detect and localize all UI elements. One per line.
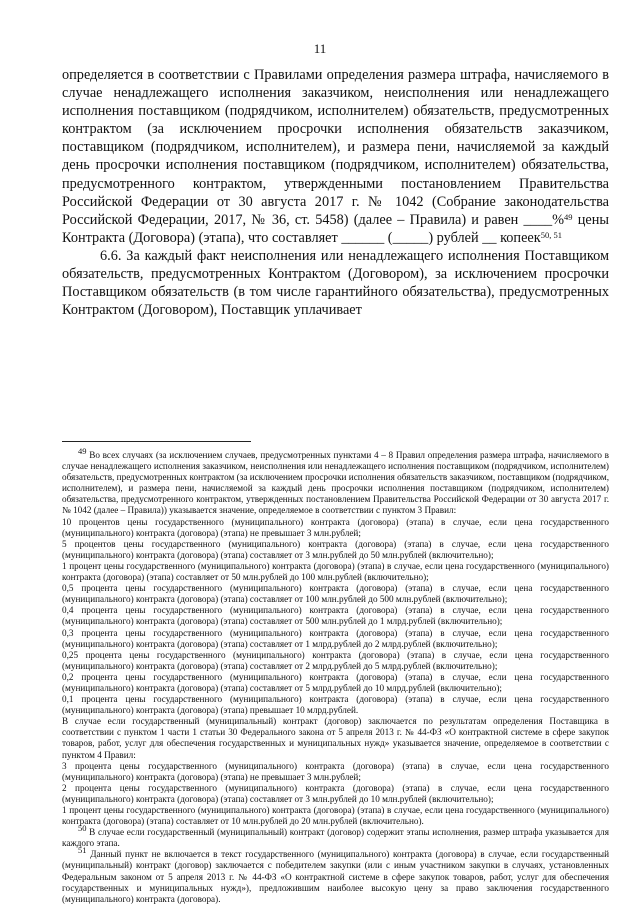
paragraph-text-cont: цены Контракта (Договора) (этапа), что составляет ______ (_____) рублей __ копеек xyxy=(62,211,610,246)
footnotes xyxy=(62,446,609,905)
point-4-intro: В случае если государственный (муниципальный) контракт (договор) заключается по результатам определения Поставщика в соответствии с пунктом 1 части 1 статьи 30 Федерального закона от 5 апреля 2013 г. № 44-ФЗ «О контрактной системе в сфере закупок товаров, работ, услуг для обеспечения государственных и муниципальных нужд» указывается значение, определяемое в соответствии с пунктом 4 Правил: xyxy=(62,716,609,760)
paragraph-6-6: 6.6. За каждый факт неисполнения или ненадлежащего исполнения Поставщиком обязательств, предусмотренных Контрактом (Договором), за исключением просрочки Поставщиком обязательств (в том числе гарантийного обязательства), предусмотренных Контрактом (Договором), Поставщик уплачивает xyxy=(62,247,609,319)
footnote-mark: 50 xyxy=(78,823,87,834)
footnote-mark: 49 xyxy=(78,446,87,456)
footnote-separator xyxy=(62,441,251,442)
rate-item: 1 процент цены государственного (муниципального) контракта (договора) (этапа) в случае, если цена государственного (муниципального) контракта (договора) (этапа) составляет от 10 млн.рублей до 20 млн.рублей (включительно). xyxy=(62,805,609,827)
rate-item: 0,5 процента цены государственного (муниципального) контракта (договора) (этапа) в случае, если цена государственного (муниципального) контракта (договора) (этапа) составляет от 100 млн.рублей до 500 млн.рублей (включительно); xyxy=(62,583,609,605)
rate-item: 10 процентов цены государственного (муниципального) контракта (договора) (этапа) в случае, если цена государственного (муниципального) контракта (договора) (этапа) не превышает 3 млн.рублей; xyxy=(62,516,609,538)
paragraph-penalty-continuation xyxy=(62,66,609,247)
footnote-50 xyxy=(62,823,609,849)
rate-item: 0,1 процента цены государственного (муниципального) контракта (договора) (этапа) в случае, если цена государственного (муниципального) контракта (договора) (этапа) превышает 10 млрд.рублей. xyxy=(62,694,609,716)
rate-item: 1 процент цены государственного (муниципального) контракта (договора) (этапа) в случае, если цена государственного (муниципального) контракта (договора) (этапа) составляет от 50 млн.рублей до 100 млн.рублей (включительно); xyxy=(62,560,609,583)
page-number: 11 xyxy=(313,41,327,56)
rate-item: 0,2 процента цены государственного (муниципального) контракта (договора) (этапа) в случае, если цена государственного (муниципального) контракта (договора) (этапа) составляет от 5 млрд.рублей до 10 млрд.рублей (включительно); xyxy=(62,671,609,693)
footnote-ref-49: 49 xyxy=(564,211,573,222)
footnote-51 xyxy=(62,845,609,904)
rate-item: 5 процентов цены государственного (муниципального) контракта (договора) (этапа) в случае, если цена государственного (муниципального) контракта (договора) (этапа) составляет от 3 млн.рублей до 50 млн.рублей (включительно); xyxy=(62,538,609,560)
footnote-text: Данный пункт не включается в текст государственного (муниципального) контракта (договора) в случае, если государственный (муниципальный) контракт (договор) заключается с победителем закупки (или с иным участником закупки в случаях, установленных Федеральным законом от 5 апреля 2013 г. № 44-ФЗ «О контрактной системе в сфере закупок товаров, работ, услуг для обеспечения государственных и муниципальных нужд»), предложившим наиболее высокую цену за право заключения государственного (муниципального) контракта (договора). xyxy=(62,849,609,904)
rate-item: 0,4 процента цены государственного (муниципального) контракта (договора) (этапа) в случае, если цена государственного (муниципального) контракта (договора) (этапа) составляет от 500 млн.рублей до 1 млрд.рублей (включительно); xyxy=(62,605,609,627)
rate-item: 3 процента цены государственного (муниципального) контракта (договора) (этапа) в случае, если цена государственного (муниципального) контракта (договора) (этапа) не превышает 3 млн.рублей; xyxy=(62,760,609,782)
rate-item: 0,25 процента цены государственного (муниципального) контракта (договора) (этапа) в случае, если цена государственного (муниципального) контракта (договора) (этапа) составляет от 2 млрд.рублей до 5 млрд.рублей (включительно); xyxy=(62,649,609,671)
rate-item: 2 процента цены государственного (муниципального) контракта (договора) (этапа) в случае, если цена государственного (муниципального) контракта (договора) (этапа) составляет от 3 млн.рублей до 10 млн.рублей (включительно); xyxy=(62,782,609,804)
rate-item: 0,3 процента цены государственного (муниципального) контракта (договора) (этапа) в случае, если цена государственного (муниципального) контракта (договора) (этапа) составляет от 1 млрд.рублей до 2 млрд.рублей (включительно); xyxy=(62,627,609,649)
footnote-text: Во всех случаях (за исключением случаев, предусмотренных пунктами 4 – 8 Правил определения размера штрафа, начисляемого в случае ненадлежащего исполнения заказчиком, неисполнения или ненадлежащего исполнения поставщиком (подрядчиком, исполнителем) обязательств, предусмотренных контрактом (за исключением просрочки исполнения обязательств заказчиком, поставщиком (подрядчиком, исполнителем), и размера пени, начисляемой за каждый день просрочки исполнения поставщиком (подрядчиком, исполнителем) обязательства, предусмотренного контрактом, утвержденных постановлением Правительства Российской Федерации от 30 августа 2017 г. № 1042 (далее – Правила)) указывается значение, определяемое в соответствии с пунктом 3 Правил: xyxy=(62,450,609,516)
main-text xyxy=(62,66,609,319)
footnote-mark: 51 xyxy=(78,845,87,856)
paragraph-text: определяется в соответствии с Правилами определения размера штрафа, начисляемого в случае ненадлежащего исполнения заказчиком, неисполнения или ненадлежащего исполнения поставщиком (подрядчиком, исполнителем) обязательств, предусмотренных контрактом (за исключением просрочки исполнения обязательств заказчиком, поставщиком (подрядчиком, исполнителем), и размера пени, начисляемой за каждый день просрочки исполнения поставщиком (подрядчиком, исполнителем) обязательства, предусмотренного контрактом, утвержденными постановлением Правительства Российской Федерации от 30 августа 2017 г. № 1042 (Собрание законодательства Российской Федерации, 2017, № 36, ст. 5458) (далее – Правила) и равен ____% xyxy=(62,67,609,228)
footnote-ref-50-51: 50, 51 xyxy=(540,229,562,240)
footnote-49 xyxy=(62,446,609,517)
footnote-text: В случае если государственный (муниципальный) контракт (договор) содержит этапы исполнения, размер штрафа указывается для каждого этапа. xyxy=(62,827,609,849)
